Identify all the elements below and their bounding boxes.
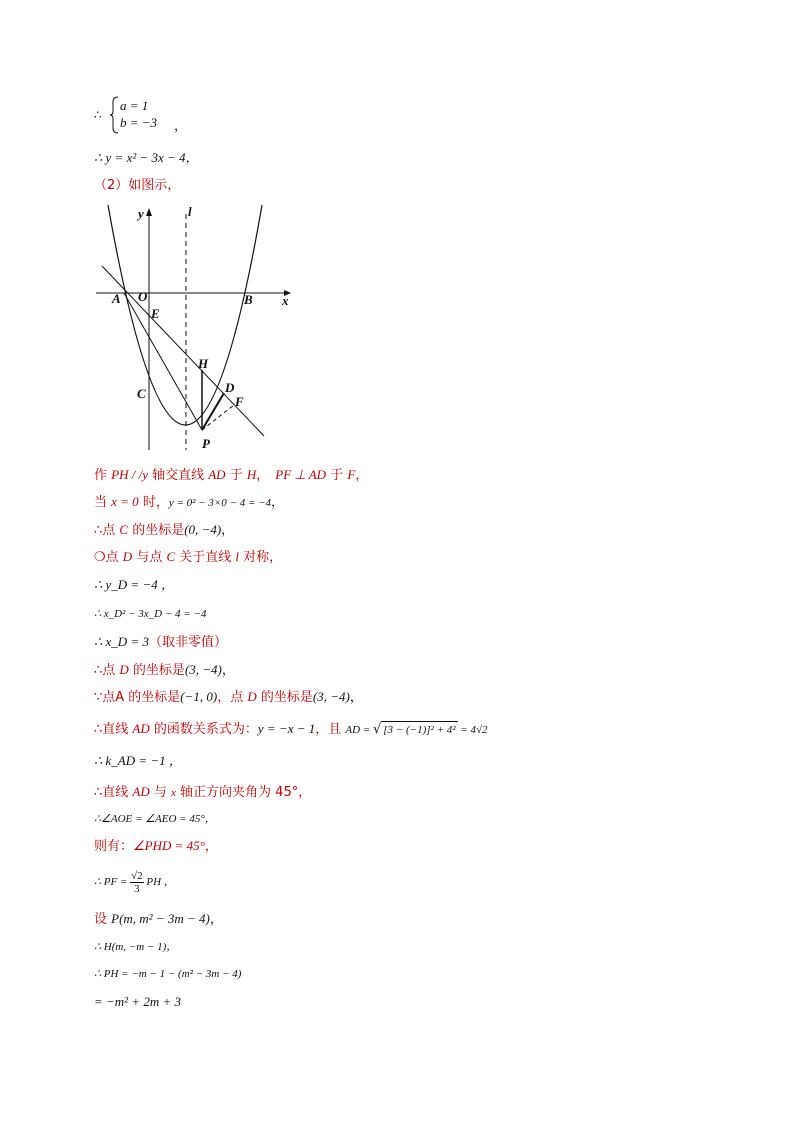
label-B: B (244, 292, 253, 307)
when-x-zero-line: 当 x = 0 时，y = 0² − 3×0 − 4 = −4， (94, 494, 285, 510)
part-2-heading: （2）如图示， (94, 178, 181, 193)
fraction: $\frac{√2}{3}$ (131, 869, 143, 895)
label-y: y (138, 206, 144, 221)
points-a-d-line: ∵点A 的坐标是(−1, 0)，点 D 的坐标是(3, −4)， (94, 689, 363, 705)
ph-expression-line: ∴ PH = −m − 1 − (m² − 3m − 4) (94, 968, 242, 980)
equation-system (94, 96, 214, 136)
point-d-line: ∴点 D 的坐标是(3, −4)， (94, 662, 235, 678)
parabola-figure (94, 200, 304, 455)
angle-phd-line: 则有：∠PHD = 45°， (94, 838, 218, 854)
left-brace (110, 96, 120, 134)
ph-simplified-line: = −m² + 2m + 3 (94, 994, 182, 1009)
comma: ， (174, 118, 188, 133)
label-P: P (202, 436, 210, 451)
pf-ph-relation: ∴ PF = $\frac{√2}{3}$ PH ， (94, 869, 175, 895)
label-F: F (235, 394, 244, 409)
label-C: C (137, 386, 146, 401)
label-A: A (112, 291, 121, 306)
label-O: O (138, 289, 148, 304)
point-h-line: ∴ H(m, −m − 1)， (94, 941, 178, 953)
set-point-p-line: 设 P(m, m² − 3m − 4)， (94, 911, 223, 927)
construction-line: 作 PH / /y 轴交直线 AD 于 H， PF ⊥ AD 于 F， (94, 467, 369, 483)
label-x: x (282, 293, 289, 308)
label-l: l (188, 204, 192, 219)
equation-b: b = −3 (120, 115, 158, 130)
therefore-symbol: ∴ (94, 108, 102, 122)
label-E: E (151, 306, 160, 321)
point-c-line: ∴点 C 的坐标是(0, −4)， (94, 522, 235, 538)
xd-solution-line: ∴ x_D = 3（取非零值） (94, 634, 227, 650)
line-ad-function: ∴直线 AD 的函数关系式为：y = −x − 1，且 AD = √ [3 − (−1)]² + 4² = 4√2 (94, 721, 488, 737)
angle-45-line: ∴直线 AD 与 x 轴正方向夹角为 45°， (94, 784, 312, 800)
symmetry-line: ❍点 D 与点 C 关于直线 l 对称， (94, 549, 283, 565)
parabola-equation: ∴ y = x² − 3x − 4， (94, 150, 199, 165)
xd-equation-line: ∴ x_D² − 3x_D − 4 = −4 (94, 608, 207, 620)
label-H: H (198, 356, 209, 371)
angle-aoe-line: ∴∠AOE = ∠AEO = 45°， (94, 813, 216, 825)
slope-line: ∴ k_AD = −1 ， (94, 753, 182, 768)
label-D: D (225, 380, 235, 395)
yd-line: ∴ y_D = −4 ， (94, 577, 174, 592)
equation-a: a = 1 (120, 98, 149, 113)
